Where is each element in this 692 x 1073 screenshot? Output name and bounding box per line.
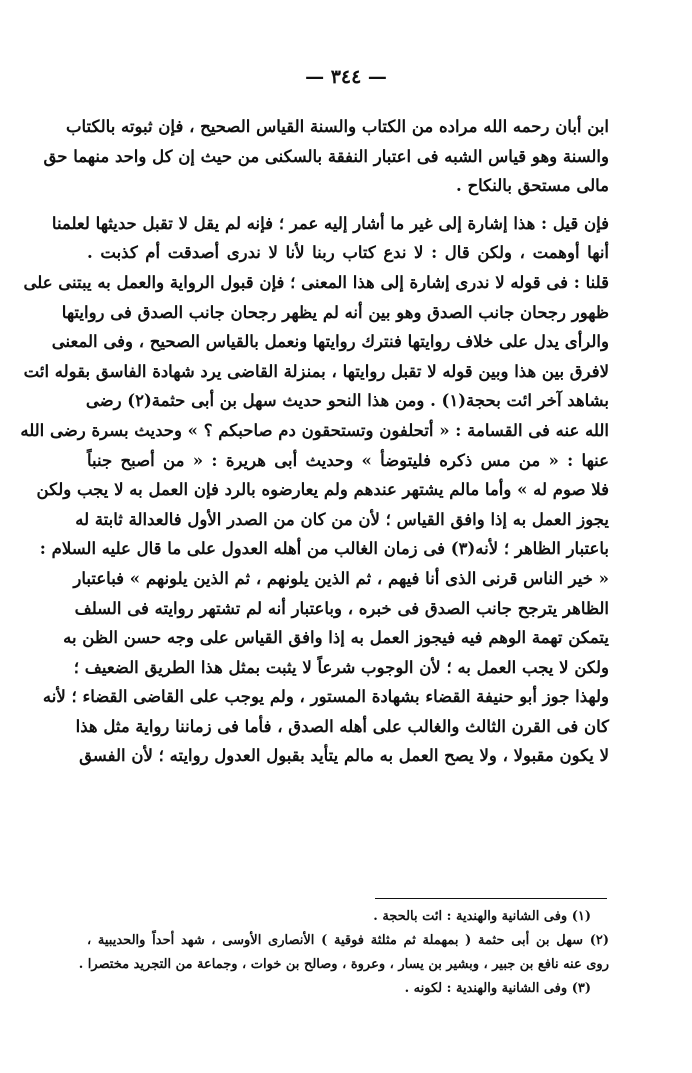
footnote-line: روى عنه نافع بن جبير ، وبشير بن يسار ، وعروة ، وصالح بن خوات ، وجماعة من التجريد مختصرا . [78, 957, 609, 972]
text-line: يجوز العمل به إذا وافق القياس ؛ لأن من كان من الصدر الأول فالعدالة ثابتة له [75, 509, 609, 529]
text-line: فإن قيل : هذا إشارة إلى غير ما أشار إليه عمر ؛ فإنه لم يقل لا تقبل حديثها لعلمنا [51, 213, 609, 233]
text-line: لا يكون مقبولا ، ولا يصح العمل به مالم يتأيد بقبول العدول روايته ؛ لأن الفسق [79, 746, 609, 766]
text-line: ظهور رجحان جانب الصدق وهو بين أنه لم يظهر رجحان جانب الصدق فى روايتها [61, 302, 609, 322]
footnote-divider [375, 898, 607, 899]
text-line: ابن أبان رحمه الله مراده من الكتاب والسنة القياس الصحيح ، فإن ثبوته بالكتاب [65, 117, 609, 136]
text-line: والسنة وهو قياس الشبه فى اعتبار النفقة بالسكنى من حيث إن كل واحد منهما حق [43, 146, 609, 166]
text-line: باعتبار الظاهر ؛ لأنه(٣) فى زمان الغالب من أهله العدول على ما قال عليه السلام : [39, 539, 609, 559]
footnote-line: (٣) وفى الشانية والهندية : لكونه . [404, 981, 591, 996]
text-line: كان فى القرن الثالث والغالب على أهله الصدق ، فأما فى زماننا رواية مثل هذا [75, 716, 609, 736]
text-line: ولكن لا يجب العمل به ؛ لأن الوجوب شرعاً لا يثبت بمثل هذا الطريق الضعيف ؛ [73, 657, 609, 677]
text-line: أنها أوهمت ، ولكن قال : لا ندع كتاب ربنا لأنا لا ندرى أصدقت أم كذبت . [87, 243, 609, 263]
text-line: « خير الناس قرنى الذى أنا فيهم ، ثم الذين يلونهم ، ثم الذين يلونهم » فباعتبار [73, 568, 609, 588]
text-line: والرأى يدل على خلاف روايتها فنترك روايتها ونعمل بالقياس الصحيح ، وفى المعنى [51, 332, 609, 352]
footnotes [78, 905, 609, 1001]
text-line: الظاهر يترجح جانب الصدق فى خبره ، وباعتبار أنه لم تشتهر روايته فى السلف [74, 598, 609, 618]
text-line: الله عنه فى القسامة : « أتحلفون وتستحقون دم صاحبكم ؟ » وحديث بسرة رضى الله [20, 420, 609, 440]
text-line: يتمكن تهمة الوهم فيه فيجوز العمل به إذا وافق القياس على وجه حسن الظن به [63, 628, 609, 648]
paragraph-gap [87, 201, 609, 209]
text-line: قلنا : فى قوله لا ندرى إشارة إلى هذا المعنى ؛ فإن قبول الرواية والعمل به يبتنى على [23, 272, 609, 292]
page-number: — ٣٤٤ — [305, 66, 387, 88]
footnote-line: (١) وفى الشانية والهندية : ائت بالحجة . [373, 909, 591, 924]
body-text [20, 112, 609, 771]
footnote-line: (٢) سهل بن أبى حثمة ( بمهملة ثم مثلثة فوقية ) الأنصارى الأوسى ، شهد أحداً والحديبية ، [87, 933, 609, 948]
text-line: فلا صوم له » وأما مالم يشتهر عندهم ولم يعارضوه بالرد فإن العمل به لا يجب ولكن [36, 480, 609, 500]
text-line: لافرق بين هذا وبين قوله لا تقبل روايتها ، بمنزلة القاضى يرد شهادة الفاسق بقوله ائت [23, 361, 609, 381]
text-line: مالى مستحق بالنكاح . [456, 176, 609, 196]
text-line: بشاهد آخر ائت بحجة(١) . ومن هذا النحو حديث سهل بن أبى حثمة(٢) رضى [85, 391, 609, 411]
text-line: عنها : « من مس ذكره فليتوضأ » وحديث أبى هريرة : « من أصبح جنباً [87, 450, 609, 470]
text-line: ولهذا جوز أبو حنيفة القضاء بشهادة المستور ، ولم يوجب على القاضى القضاء ؛ لأنه [42, 687, 609, 707]
